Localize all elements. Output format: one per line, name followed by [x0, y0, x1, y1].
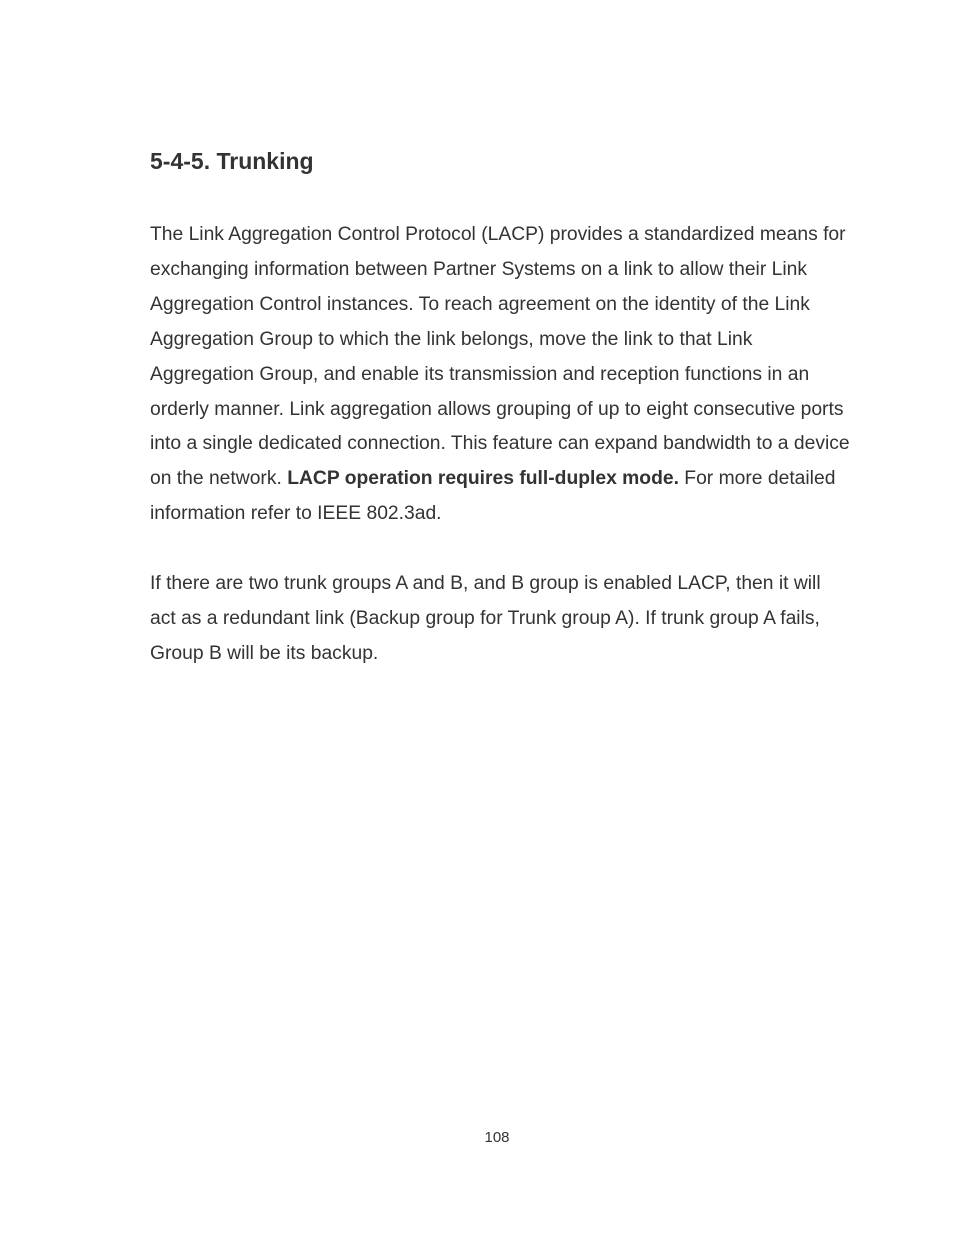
paragraph-text-end: For more detailed information refer to IEEE 802.3ad. [150, 468, 836, 525]
section-heading: 5-4-5. Trunking [150, 148, 314, 174]
page-number: 108 [484, 1129, 510, 1146]
requirement-emphasis: LACP operation requires full-duplex mode. [287, 468, 679, 490]
trunk-backup-paragraph: If there are two trunk groups A and B, and B group is enabled LACP, then it will act as a redundant link (Backup group for Trunk group A). If trunk group A fails, Group B will be its backup. [150, 573, 821, 664]
lacp-description-paragraph [150, 218, 850, 532]
paragraph-text: The Link Aggregation Control Protocol (LACP) provides a standardized means for exchanging information between Partner Systems on a link to allow their Link Aggregation Control instances. To reach agreement on the identity of the Link Aggregation Group to which the link belongs, move the link to that Link Aggregation Group, and enable its transmission and reception functions in an orderly manner. Link aggregation allows grouping of up to eight consecutive ports into a single dedicated connection. This feature can expand bandwidth to a device on the network. [150, 224, 850, 490]
